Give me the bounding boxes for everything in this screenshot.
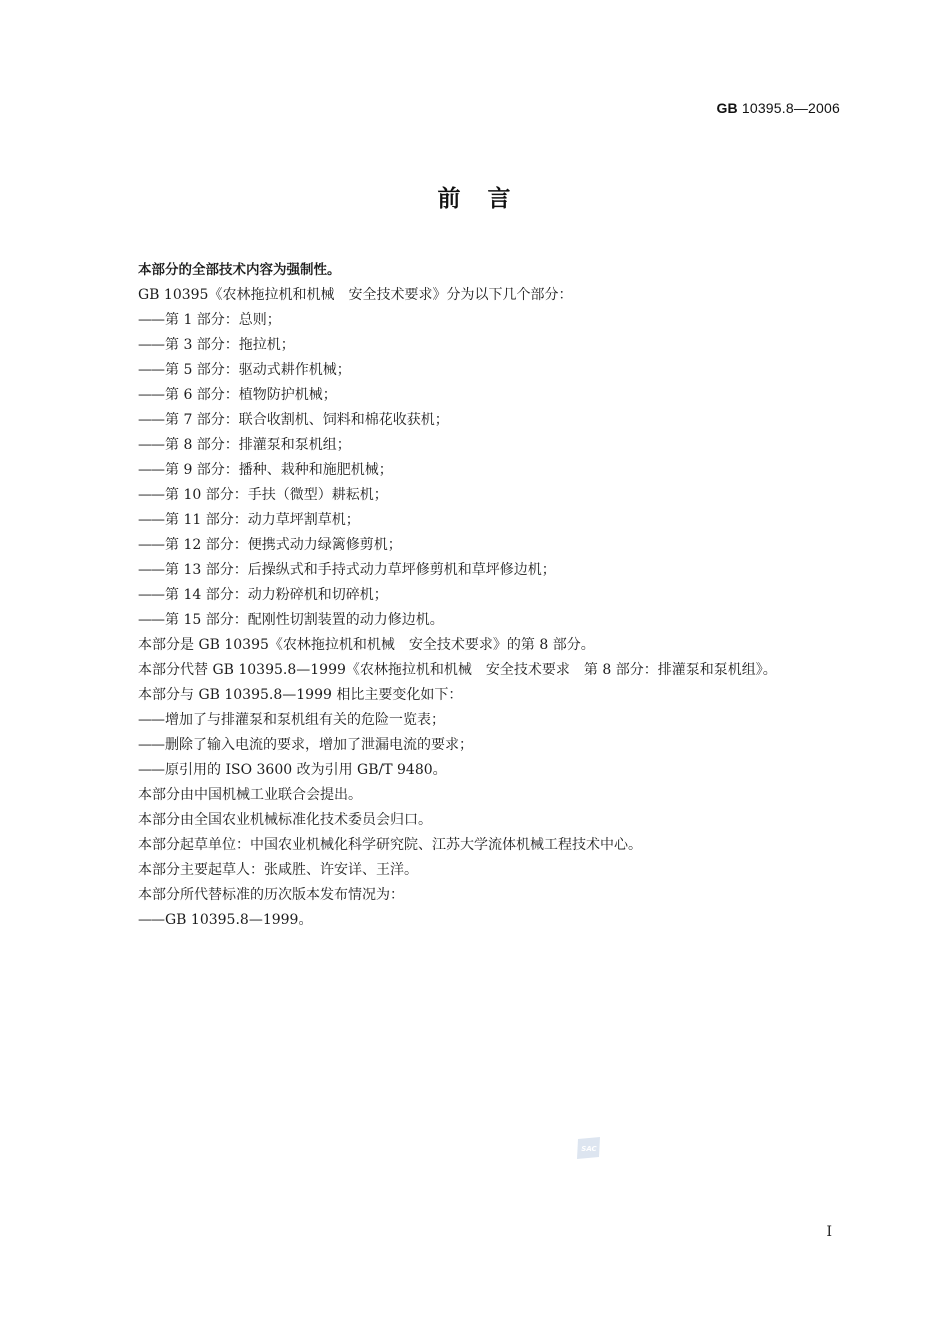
document-body xyxy=(108,258,843,933)
part-list-item: —— 第 7 部分：联合收割机、饲料和棉花收获机； xyxy=(108,408,843,433)
standard-code xyxy=(716,100,840,116)
change-list-item: —— 增加了与排灌泵和泵机组有关的危险一览表； xyxy=(108,708,843,733)
part-list-item: —— 第 3 部分：拖拉机； xyxy=(108,333,843,358)
page-title: 前 言 xyxy=(437,186,513,212)
parts-intro: GB 10395《农林拖拉机和机械 安全技术要求》分为以下几个部分： xyxy=(138,287,573,303)
part-list-item: —— 第 1 部分：总则； xyxy=(108,308,843,333)
replacement-statement: 本部分代替 GB 10395.8—1999《农林拖拉机和机械 安全技术要求 第 8 部分：排灌泵和泵机组》。 xyxy=(138,662,777,678)
part-list-item: —— 第 11 部分：动力草坪割草机； xyxy=(108,508,843,533)
part-statement: 本部分是 GB 10395《农林拖拉机和机械 安全技术要求》的第 8 部分。 xyxy=(138,637,595,653)
change-list-item: —— 删除了输入电流的要求，增加了泄漏电流的要求； xyxy=(108,733,843,758)
mandatory-statement: 本部分的全部技术内容为强制性。 xyxy=(138,262,341,278)
part-list-item: —— 第 6 部分：植物防护机械； xyxy=(108,383,843,408)
part-list-item: —— 第 14 部分：动力粉碎机和切碎机； xyxy=(108,583,843,608)
changes-intro: 本部分与 GB 10395.8—1999 相比主要变化如下： xyxy=(138,687,463,703)
change-list-item: —— 原引用的 ISO 3600 改为引用 GB/T 9480。 xyxy=(108,758,843,783)
standard-code-prefix: GB xyxy=(716,100,738,116)
proposer-statement: 本部分由中国机械工业联合会提出。 xyxy=(138,787,362,803)
standard-code-number: 10395.8—2006 xyxy=(741,100,840,116)
history-intro: 本部分所代替标准的历次版本发布情况为： xyxy=(138,887,404,903)
drafters: 本部分主要起草人：张咸胜、许安详、王洋。 xyxy=(138,862,418,878)
svg-text:SAC: SAC xyxy=(581,1145,597,1153)
part-list-item: —— 第 15 部分：配刚性切割装置的动力修边机。 xyxy=(108,608,843,633)
part-list-item: —— 第 5 部分：驱动式耕作机械； xyxy=(108,358,843,383)
part-list-item: —— 第 13 部分：后操纵式和手持式动力草坪修剪机和草坪修边机； xyxy=(108,558,843,583)
history-list-item: —— GB 10395.8—1999。 xyxy=(108,908,843,933)
administrator-statement: 本部分由全国农业机械标准化技术委员会归口。 xyxy=(138,812,432,828)
part-list-item: —— 第 10 部分：手扶（微型）耕耘机； xyxy=(108,483,843,508)
part-list-item: —— 第 12 部分：便携式动力绿篱修剪机； xyxy=(108,533,843,558)
part-list-item: —— 第 8 部分：排灌泵和泵机组； xyxy=(108,433,843,458)
sac-watermark-logo xyxy=(575,1135,603,1161)
page-number: I xyxy=(826,1224,832,1240)
drafting-units: 本部分起草单位：中国农业机械化科学研究院、江苏大学流体机械工程技术中心。 xyxy=(138,837,642,853)
part-list-item: —— 第 9 部分：播种、栽种和施肥机械； xyxy=(108,458,843,483)
